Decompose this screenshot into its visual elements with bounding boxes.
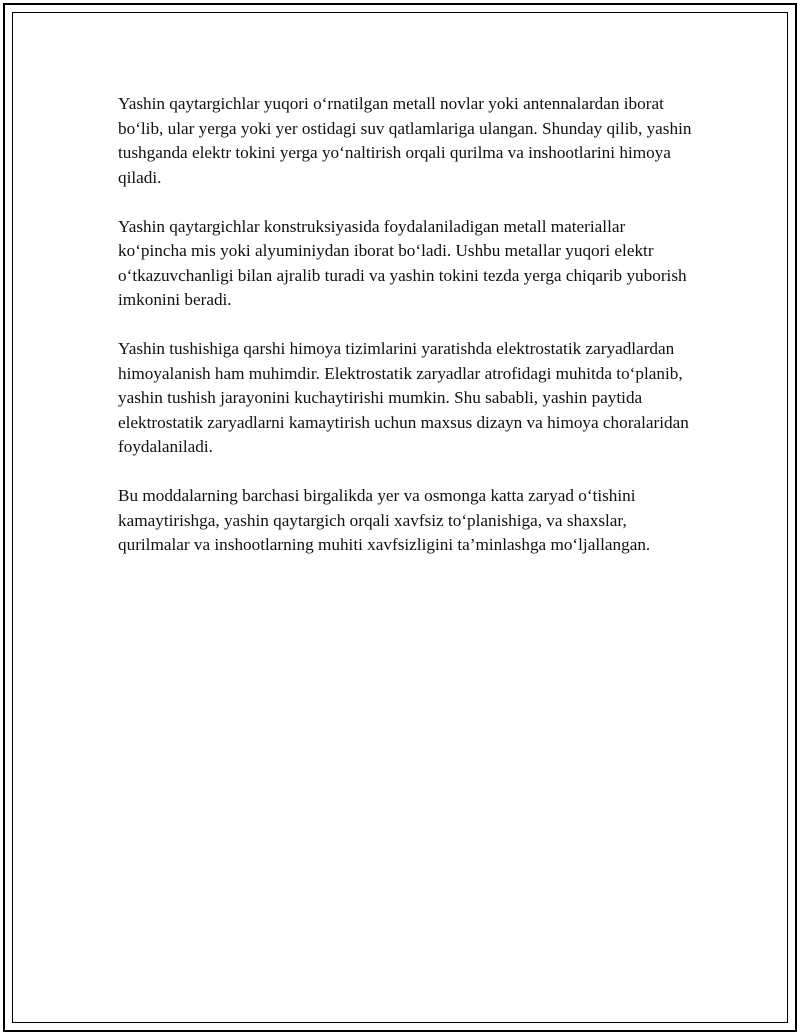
paragraph-1: Yashin qaytargichlar yuqori o‘rnatilgan metall novlar yoki antennalardan iborat bo‘lib, ular yerga yoki yer ostidagi suv qatlamlariga ulangan. Shunday qilib, yashin tushganda elektr tokini yerga yo‘naltirish orqali qurilma va inshootlarini himoya qiladi. — [118, 94, 692, 187]
paragraph-3: Yashin tushishiga qarshi himoya tizimlarini yaratishda elektrostatik zaryadlardan himoyalanish ham muhimdir. Elektrostatik zaryadlar atrofidagi muhitda to‘planib, yashin tushish jarayonini kuchaytirishi mumkin. Shu sababli, yashin paytida elektrostatik zaryadlarni kamaytirish uchun maxsus dizayn va himoya choralaridan foydalaniladi. — [118, 339, 689, 456]
paragraph-4: Bu moddalarning barchasi birgalikda yer va osmonga katta zaryad o‘tishini kamaytirishga, yashin qaytargich orqali xavfsiz to‘planishiga, va shaxslar, qurilmalar va inshootlarning muhiti xavfsizligini ta’minlashga mo‘ljallangan. — [118, 486, 651, 554]
document-body — [118, 92, 698, 582]
paragraph-2: Yashin qaytargichlar konstruksiyasida foydalaniladigan metall materiallar ko‘pincha mis yoki alyuminiydan iborat bo‘ladi. Ushbu metallar yuqori elektr o‘tkazuvchanligi bilan ajralib turadi va yashin tokini tezda yerga chiqarib yuborish imkonini beradi. — [118, 216, 687, 309]
